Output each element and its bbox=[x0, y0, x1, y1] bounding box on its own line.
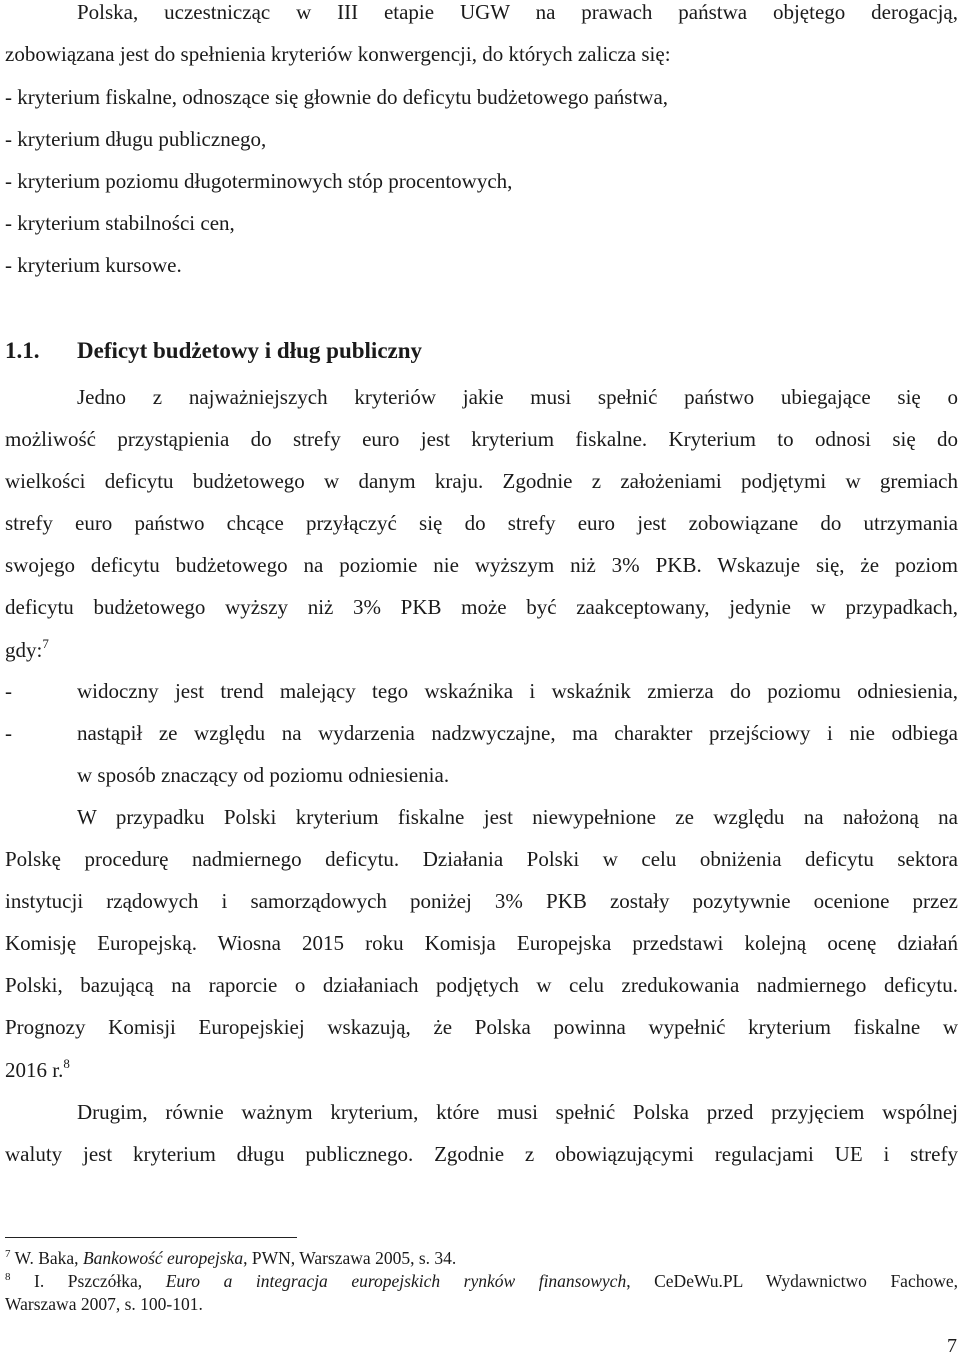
criteria-item: - kryterium kursowe. bbox=[5, 253, 182, 277]
footnote-title: Bankowość europejska bbox=[82, 1248, 244, 1268]
footnote bbox=[5, 1271, 958, 1292]
para1-line: możliwość przystąpienia do strefy euro jest kryterium fiskalne. Kryterium to odnosi się do bbox=[5, 427, 958, 451]
para2-line: Komisję Europejską. Wiosna 2015 roku Komisja Europejska przedstawi kolejną ocenę działań bbox=[5, 931, 958, 955]
footnote-author: W. Baka, bbox=[14, 1248, 83, 1268]
para2-line: Polskę procedurę nadmiernego deficytu. Działania Polski w celu obniżenia deficytu sektora bbox=[5, 847, 958, 871]
footnote-separator bbox=[5, 1237, 297, 1238]
criteria-item: - kryterium poziomu długoterminowych stóp procentowych, bbox=[5, 169, 513, 193]
dash-marker: - bbox=[5, 679, 12, 703]
para3-line: Drugim, równie ważnym kryterium, które musi spełnić Polska przed przyjęciem wspólnej bbox=[77, 1100, 958, 1124]
footnote bbox=[5, 1248, 958, 1269]
para2-line: instytucji rządowych i samorządowych poniżej 3% PKB zostały pozytywnie ocenione przez bbox=[5, 889, 958, 913]
page-number: 7 bbox=[947, 1335, 957, 1357]
para1-line: swojego deficytu budżetowego na poziomie nie wyższym niż 3% PKB. Wskazuje się, że poziom bbox=[5, 553, 958, 577]
para1-line: strefy euro państwo chcące przyłączyć się do strefy euro jest zobowiązane do utrzymania bbox=[5, 511, 958, 535]
footnote-rest: , PWN, Warszawa 2005, s. 34. bbox=[243, 1248, 457, 1268]
condition-text: widoczny jest trend malejący tego wskaźnika i wskaźnik zmierza do poziomu odniesienia, bbox=[77, 679, 958, 703]
footnote-number: 7 bbox=[5, 1248, 11, 1260]
criteria-item: - kryterium fiskalne, odnoszące się głownie do deficytu budżetowego państwa, bbox=[5, 85, 669, 109]
para1-line: deficytu budżetowego wyższy niż 3% PKB może być zaakceptowany, jedynie w przypadkach, bbox=[5, 595, 958, 619]
para2-last-line bbox=[5, 1058, 958, 1082]
dash-marker: - bbox=[5, 721, 12, 745]
para2-line: Prognozy Komisji Europejskiej wskazują, że Polska powinna wypełnić kryterium fiskalne w bbox=[5, 1015, 958, 1039]
footnote-title: Euro a integracja europejskich rynków finansowych bbox=[165, 1271, 627, 1291]
section-number: 1.1. bbox=[5, 338, 40, 363]
condition-text: nastąpił ze względu na wydarzenia nadzwyczajne, ma charakter przejściowy i nie odbiega bbox=[77, 721, 958, 745]
footnote-author: I. Pszczółka, bbox=[34, 1271, 166, 1291]
footnote-number: 8 bbox=[5, 1271, 11, 1283]
footnote-ref-7: 7 bbox=[42, 636, 49, 651]
criteria-item: - kryterium długu publicznego, bbox=[5, 127, 267, 151]
para3-line: waluty jest kryterium długu publicznego. Zgodnie z obowiązującymi regulacjami UE i strefy bbox=[5, 1142, 958, 1166]
footnote-continuation: Warszawa 2007, s. 100-101. bbox=[5, 1294, 203, 1314]
intro-line-1: Polska, uczestnicząc w III etapie UGW na prawach państwa objętego derogacją, bbox=[77, 0, 958, 24]
footnote-ref-8: 8 bbox=[63, 1056, 70, 1071]
section-heading bbox=[5, 339, 958, 363]
intro-line-2: zobowiązana jest do spełnienia kryteriów konwergencji, do których zalicza się: bbox=[5, 42, 671, 66]
para1-line: Jedno z najważniejszych kryteriów jakie musi spełnić państwo ubiegające się o bbox=[77, 385, 958, 409]
section-title: Deficyt budżetowy i dług publiczny bbox=[77, 338, 423, 363]
condition-continuation: w sposób znaczący od poziomu odniesienia. bbox=[77, 763, 450, 787]
para1-last-line bbox=[5, 638, 958, 662]
para1-last-text: gdy: bbox=[5, 638, 43, 662]
para2-last-text: 2016 r. bbox=[5, 1058, 64, 1082]
para1-line: wielkości deficytu budżetowego w danym kraju. Zgodnie z założeniami podjętymi w gremiach bbox=[5, 469, 958, 493]
footnote-rest: , CeDeWu.PL Wydawnictwo Fachowe, bbox=[626, 1271, 958, 1291]
criteria-item: - kryterium stabilności cen, bbox=[5, 211, 235, 235]
para2-line: Polski, bazującą na raporcie o działaniach podjętych w celu zredukowania nadmiernego deficytu. bbox=[5, 973, 958, 997]
para2-line: W przypadku Polski kryterium fiskalne jest niewypełnione ze względu na nałożoną na bbox=[77, 805, 958, 829]
